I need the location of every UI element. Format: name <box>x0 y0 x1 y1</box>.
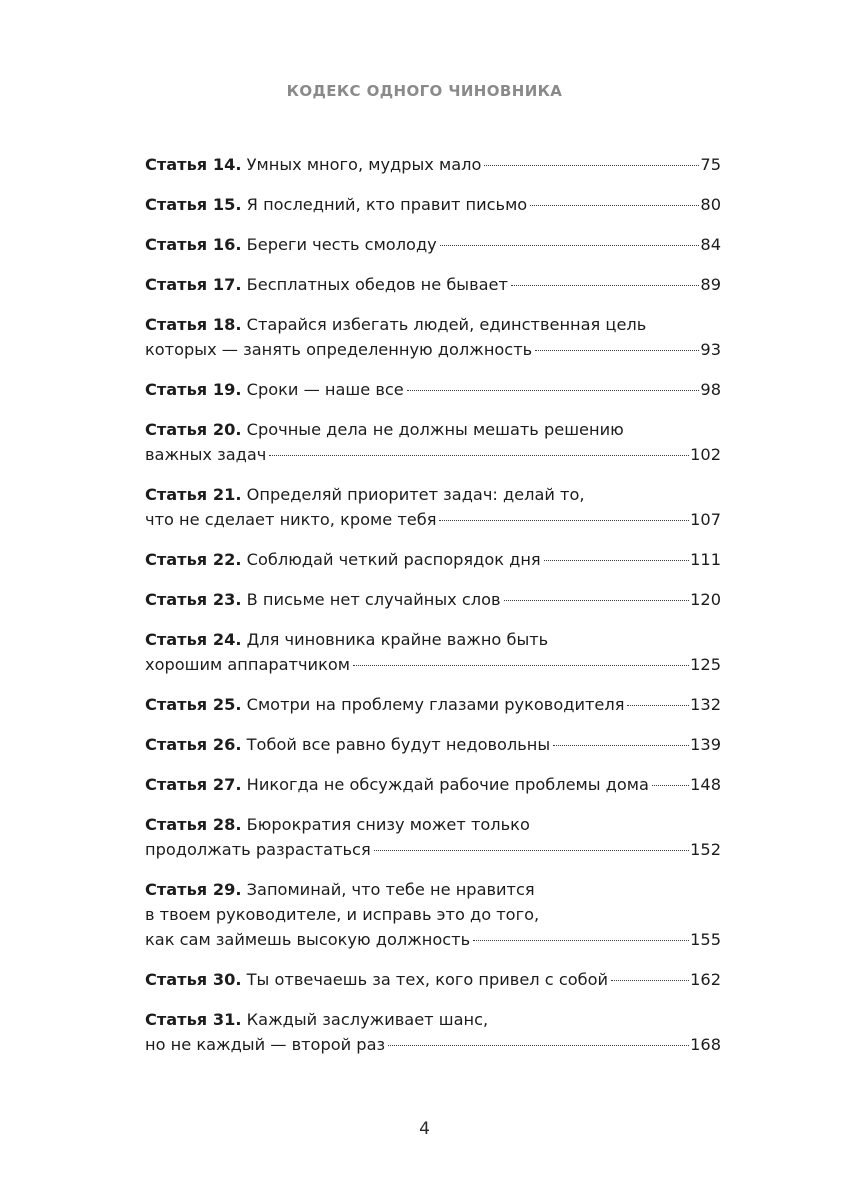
article-title: но не каждый — второй раз <box>145 1035 386 1054</box>
toc-entry[interactable] <box>145 967 721 992</box>
article-title: Сроки — наше все <box>246 380 404 399</box>
toc-entry-line <box>145 927 721 952</box>
toc-entry[interactable] <box>145 732 721 757</box>
article-number: Статья 15. <box>145 195 242 214</box>
toc-entry[interactable] <box>145 482 721 532</box>
toc-page-number: 148 <box>690 775 721 794</box>
toc-entry-line <box>145 417 721 442</box>
toc-entry[interactable] <box>145 692 721 717</box>
page-number: 4 <box>419 1119 430 1139</box>
toc-entry-line <box>145 152 721 177</box>
toc-page-number: 84 <box>700 235 721 254</box>
toc-entry-line <box>145 272 721 297</box>
toc-entry-line <box>145 232 721 257</box>
dot-leader <box>535 350 699 351</box>
article-title: Никогда не обсуждай рабочие проблемы дома <box>246 775 649 794</box>
toc-entry-line <box>145 192 721 217</box>
toc-page-number: 111 <box>690 550 721 569</box>
article-title: Тобой все равно будут недовольны <box>246 735 551 754</box>
article-number: Статья 17. <box>145 275 242 294</box>
dot-leader <box>484 165 699 166</box>
toc-page-number: 75 <box>700 155 721 174</box>
dot-leader <box>473 940 689 941</box>
article-number: Статья 27. <box>145 775 242 794</box>
article-title: Смотри на проблему глазами руководителя <box>246 695 625 714</box>
article-title: продолжать разрастаться <box>145 840 371 859</box>
toc-entry[interactable] <box>145 272 721 297</box>
article-number: Статья 23. <box>145 590 242 609</box>
toc-entry-line <box>145 442 721 467</box>
running-title: КОДЕКС ОДНОГО ЧИНОВНИКА <box>286 82 563 100</box>
article-title: которых — занять определенную должность <box>145 340 533 359</box>
dot-leader <box>374 850 689 851</box>
toc-entry[interactable] <box>145 772 721 797</box>
dot-leader <box>544 560 689 561</box>
toc-entry-line <box>145 547 721 572</box>
toc-entry[interactable] <box>145 232 721 257</box>
article-title: Соблюдай четкий распорядок дня <box>246 550 541 569</box>
toc-entry-line <box>145 482 721 507</box>
toc-entry-line <box>145 692 721 717</box>
article-title: В письме нет случайных слов <box>246 590 501 609</box>
article-number: Статья 18. <box>145 315 242 334</box>
toc-entry-line <box>145 1007 721 1032</box>
article-number: Статья 25. <box>145 695 242 714</box>
toc-entry-line <box>145 337 721 362</box>
toc-entry-line <box>145 377 721 402</box>
article-number: Статья 14. <box>145 155 242 174</box>
article-number: Статья 31. <box>145 1010 242 1029</box>
toc-entry[interactable] <box>145 312 721 362</box>
article-number: Статья 30. <box>145 970 242 989</box>
toc-entry-line <box>145 732 721 757</box>
dot-leader <box>407 390 700 391</box>
dot-leader <box>611 980 689 981</box>
toc-entry-line <box>145 772 721 797</box>
dot-leader <box>353 665 689 666</box>
toc-entry[interactable] <box>145 417 721 467</box>
article-title: Старайся избегать людей, единственная цель <box>246 315 647 334</box>
article-title: как сам займешь высокую должность <box>145 930 471 949</box>
toc-entry-line <box>145 812 721 837</box>
toc-entry[interactable] <box>145 547 721 572</box>
article-title: Каждый заслуживает шанс, <box>246 1010 489 1029</box>
toc-page-number: 107 <box>690 510 721 529</box>
toc-entry[interactable] <box>145 587 721 612</box>
toc-page-number: 102 <box>690 445 721 464</box>
article-number: Статья 28. <box>145 815 242 834</box>
article-title: важных задач <box>145 445 267 464</box>
toc-page-number: 155 <box>690 930 721 949</box>
toc-entry-line <box>145 877 721 902</box>
toc-entry-line <box>145 1032 721 1057</box>
toc-entry-line <box>145 967 721 992</box>
toc-entry-line <box>145 587 721 612</box>
toc-page-number: 125 <box>690 655 721 674</box>
dot-leader <box>440 245 700 246</box>
article-number: Статья 19. <box>145 380 242 399</box>
article-number: Статья 29. <box>145 880 242 899</box>
article-title: Бюрократия снизу может только <box>246 815 530 834</box>
article-title: Ты отвечаешь за тех, кого привел с собой <box>246 970 609 989</box>
table-of-contents <box>145 152 721 1072</box>
toc-page-number: 132 <box>690 695 721 714</box>
article-number: Статья 21. <box>145 485 242 504</box>
dot-leader <box>530 205 699 206</box>
toc-page-number: 139 <box>690 735 721 754</box>
toc-entry[interactable] <box>145 152 721 177</box>
dot-leader <box>388 1045 689 1046</box>
dot-leader <box>511 285 699 286</box>
toc-entry[interactable] <box>145 1007 721 1057</box>
dot-leader <box>553 745 689 746</box>
article-title: Умных много, мудрых мало <box>246 155 482 174</box>
toc-page-number: 80 <box>700 195 721 214</box>
article-number: Статья 16. <box>145 235 242 254</box>
toc-page-number: 98 <box>700 380 721 399</box>
dot-leader <box>652 785 689 786</box>
toc-entry-line <box>145 652 721 677</box>
toc-entry[interactable] <box>145 627 721 677</box>
toc-page-number: 93 <box>700 340 721 359</box>
article-title: Бесплатных обедов не бывает <box>246 275 508 294</box>
article-number: Статья 26. <box>145 735 242 754</box>
toc-page-number: 89 <box>700 275 721 294</box>
toc-page-number: 168 <box>690 1035 721 1054</box>
toc-entry-line <box>145 837 721 862</box>
article-title: хорошим аппаратчиком <box>145 655 350 674</box>
toc-entry[interactable] <box>145 377 721 402</box>
article-title: в твоем руководителе, и исправь это до того, <box>145 905 540 924</box>
dot-leader <box>269 455 689 456</box>
toc-page-number: 162 <box>690 970 721 989</box>
toc-entry[interactable] <box>145 812 721 862</box>
article-number: Статья 24. <box>145 630 242 649</box>
article-title: Срочные дела не должны мешать решению <box>246 420 624 439</box>
toc-entry-line <box>145 312 721 337</box>
toc-entry[interactable] <box>145 192 721 217</box>
dot-leader <box>504 600 690 601</box>
article-title: Для чиновника крайне важно быть <box>246 630 549 649</box>
toc-entry-line <box>145 507 721 532</box>
toc-entry[interactable] <box>145 877 721 952</box>
article-number: Статья 22. <box>145 550 242 569</box>
article-title: Определяй приоритет задач: делай то, <box>246 485 585 504</box>
toc-page-number: 120 <box>690 590 721 609</box>
toc-entry-line <box>145 627 721 652</box>
dot-leader <box>627 705 689 706</box>
toc-page-number: 152 <box>690 840 721 859</box>
article-title: что не сделает никто, кроме тебя <box>145 510 437 529</box>
toc-entry-line <box>145 902 721 927</box>
dot-leader <box>439 520 689 521</box>
article-title: Запоминай, что тебе не нравится <box>246 880 535 899</box>
article-title: Я последний, кто правит письмо <box>246 195 528 214</box>
article-title: Береги честь смолоду <box>246 235 437 254</box>
article-number: Статья 20. <box>145 420 242 439</box>
